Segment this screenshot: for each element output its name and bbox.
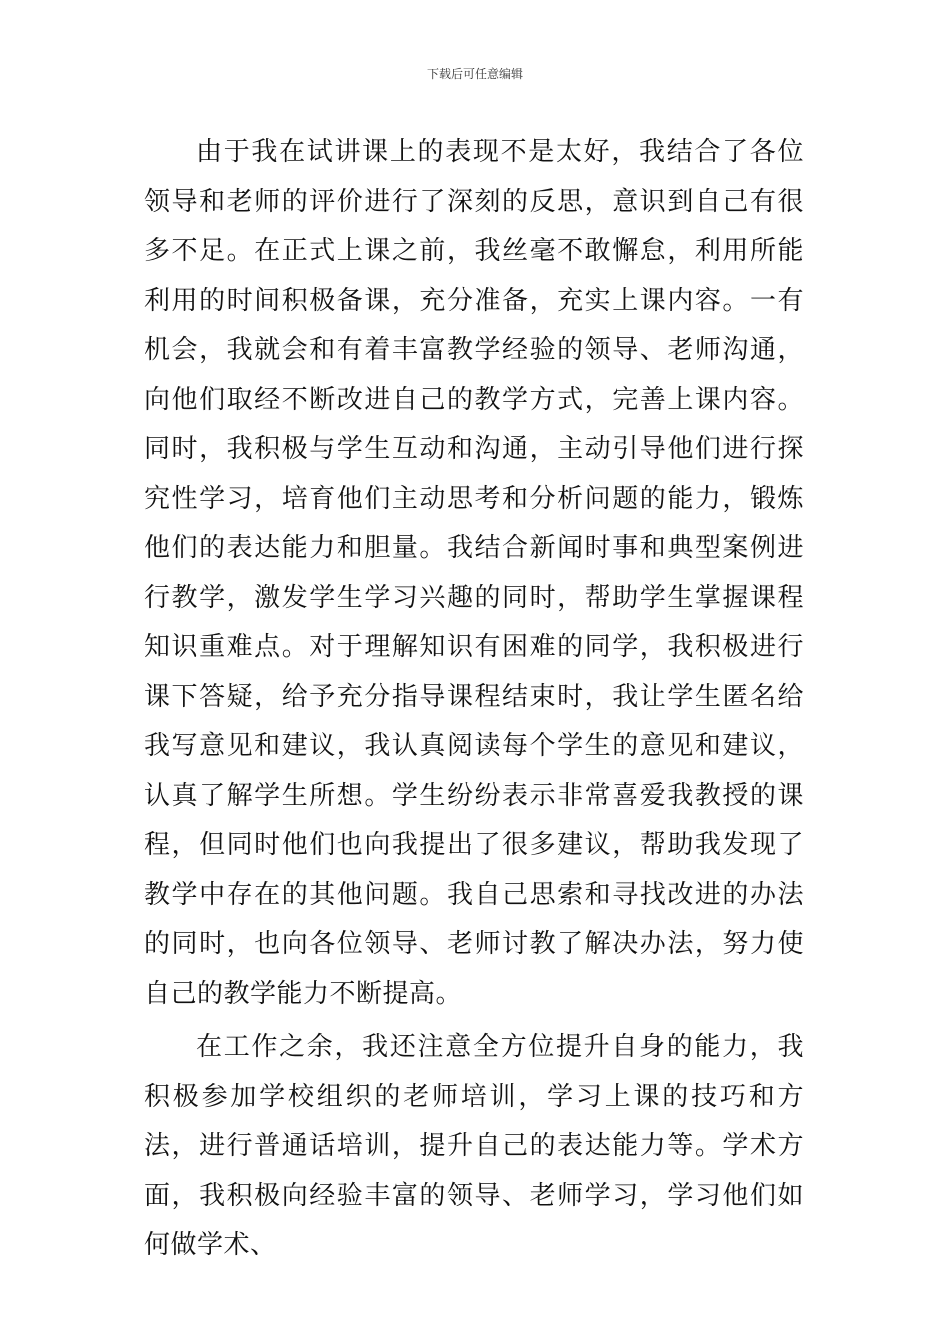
page-header-note: 下载后可任意编辑 — [426, 67, 523, 81]
body-paragraph: 由于我在试讲课上的表现不是太好，我结合了各位领导和老师的评价进行了深刻的反思，意识到自己有很多不足。在正式上课之前，我丝毫不敢懈怠，利用所能利用的时间积极备课，充分准备，充实上课内容。一有机会，我就会和有着丰富教学经验的领导、老师沟通，向他们取经不断改进自己的教学方式，完善上课内容。同时，我积极与学生互动和沟通，主动引导他们进行探究性学习，培育他们主动思考和分析问题的能力，锻炼他们的表达能力和胆量。我结合新闻时事和典型案例进行教学，激发学生学习兴趣的同时，帮助学生掌握课程知识重难点。对于理解知识有困难的同学，我积极进行课下答疑，给予充分指导课程结束时，我让学生匿名给我写意见和建议，我认真阅读每个学生的意见和建议，认真了解学生所想。学生纷纷表示非常喜爱我教授的课程，但同时他们也向我提出了很多建议，帮助我发现了教学中存在的其他问题。我自己思索和寻找改进的办法的同时，也向各位领导、老师讨教了解决办法，努力使自己的教学能力不断提高。 — [144, 137, 804, 1009]
body-paragraph-2-container — [144, 1023, 804, 1271]
body-paragraph: 在工作之余，我还注意全方位提升自身的能力，我积极参加学校组织的老师培训，学习上课的技巧和方法，进行普通话培训，提升自己的表达能力等。学术方面，我积极向经验丰富的领导、老师学习，学习他们如何做学术、 — [144, 1032, 804, 1260]
body-paragraph-1-container — [144, 128, 804, 1019]
